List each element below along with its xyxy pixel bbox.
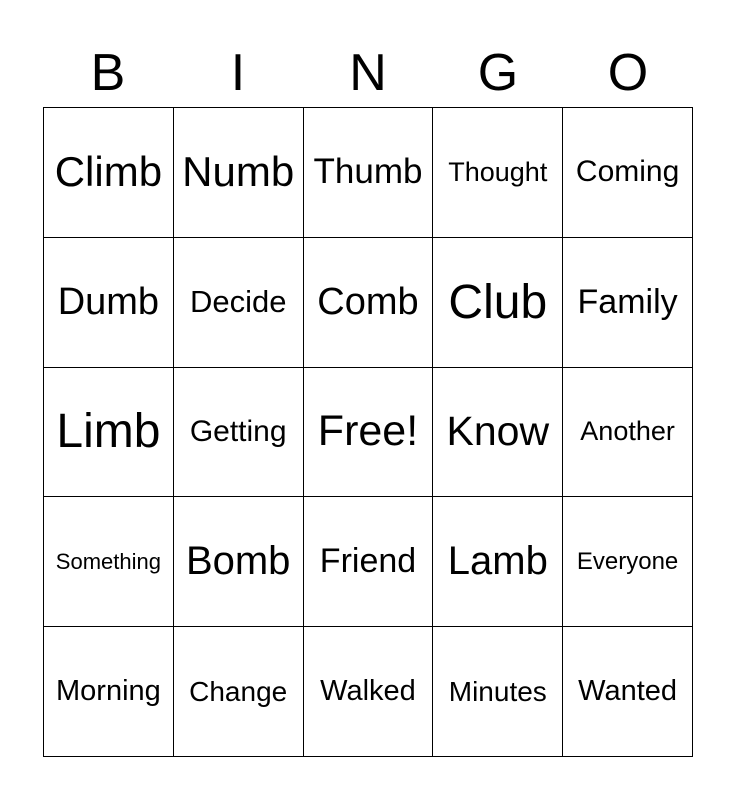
bingo-cell: Limb [44, 368, 174, 498]
bingo-cell: Thumb [304, 108, 434, 238]
header-letter-i: I [230, 44, 246, 102]
bingo-cell: Minutes [433, 627, 563, 757]
bingo-cell: Lamb [433, 497, 563, 627]
bingo-cell: Know [433, 368, 563, 498]
free-space-cell: Free! [304, 368, 434, 498]
bingo-cell: Comb [304, 238, 434, 368]
bingo-header [43, 40, 693, 106]
bingo-cell: Morning [44, 627, 174, 757]
bingo-cell: Family [563, 238, 693, 368]
bingo-cell: Thought [433, 108, 563, 238]
bingo-cell: Dumb [44, 238, 174, 368]
bingo-cell: Something [44, 497, 174, 627]
header-letter-n: N [349, 44, 387, 102]
bingo-cell: Decide [174, 238, 304, 368]
bingo-cell: Climb [44, 108, 174, 238]
bingo-cell: Bomb [174, 497, 304, 627]
bingo-cell: Coming [563, 108, 693, 238]
bingo-cell: Walked [304, 627, 434, 757]
bingo-cell: Friend [304, 497, 434, 627]
header-letter-o: O [607, 44, 649, 102]
bingo-cell: Numb [174, 108, 304, 238]
bingo-cell: Another [563, 368, 693, 498]
bingo-cell: Club [433, 238, 563, 368]
bingo-cell: Getting [174, 368, 304, 498]
bingo-cell: Everyone [563, 497, 693, 627]
bingo-card [43, 107, 693, 757]
bingo-cell: Wanted [563, 627, 693, 757]
header-letter-b: B [90, 44, 126, 102]
bingo-cell: Change [174, 627, 304, 757]
header-letter-g: G [477, 44, 519, 102]
